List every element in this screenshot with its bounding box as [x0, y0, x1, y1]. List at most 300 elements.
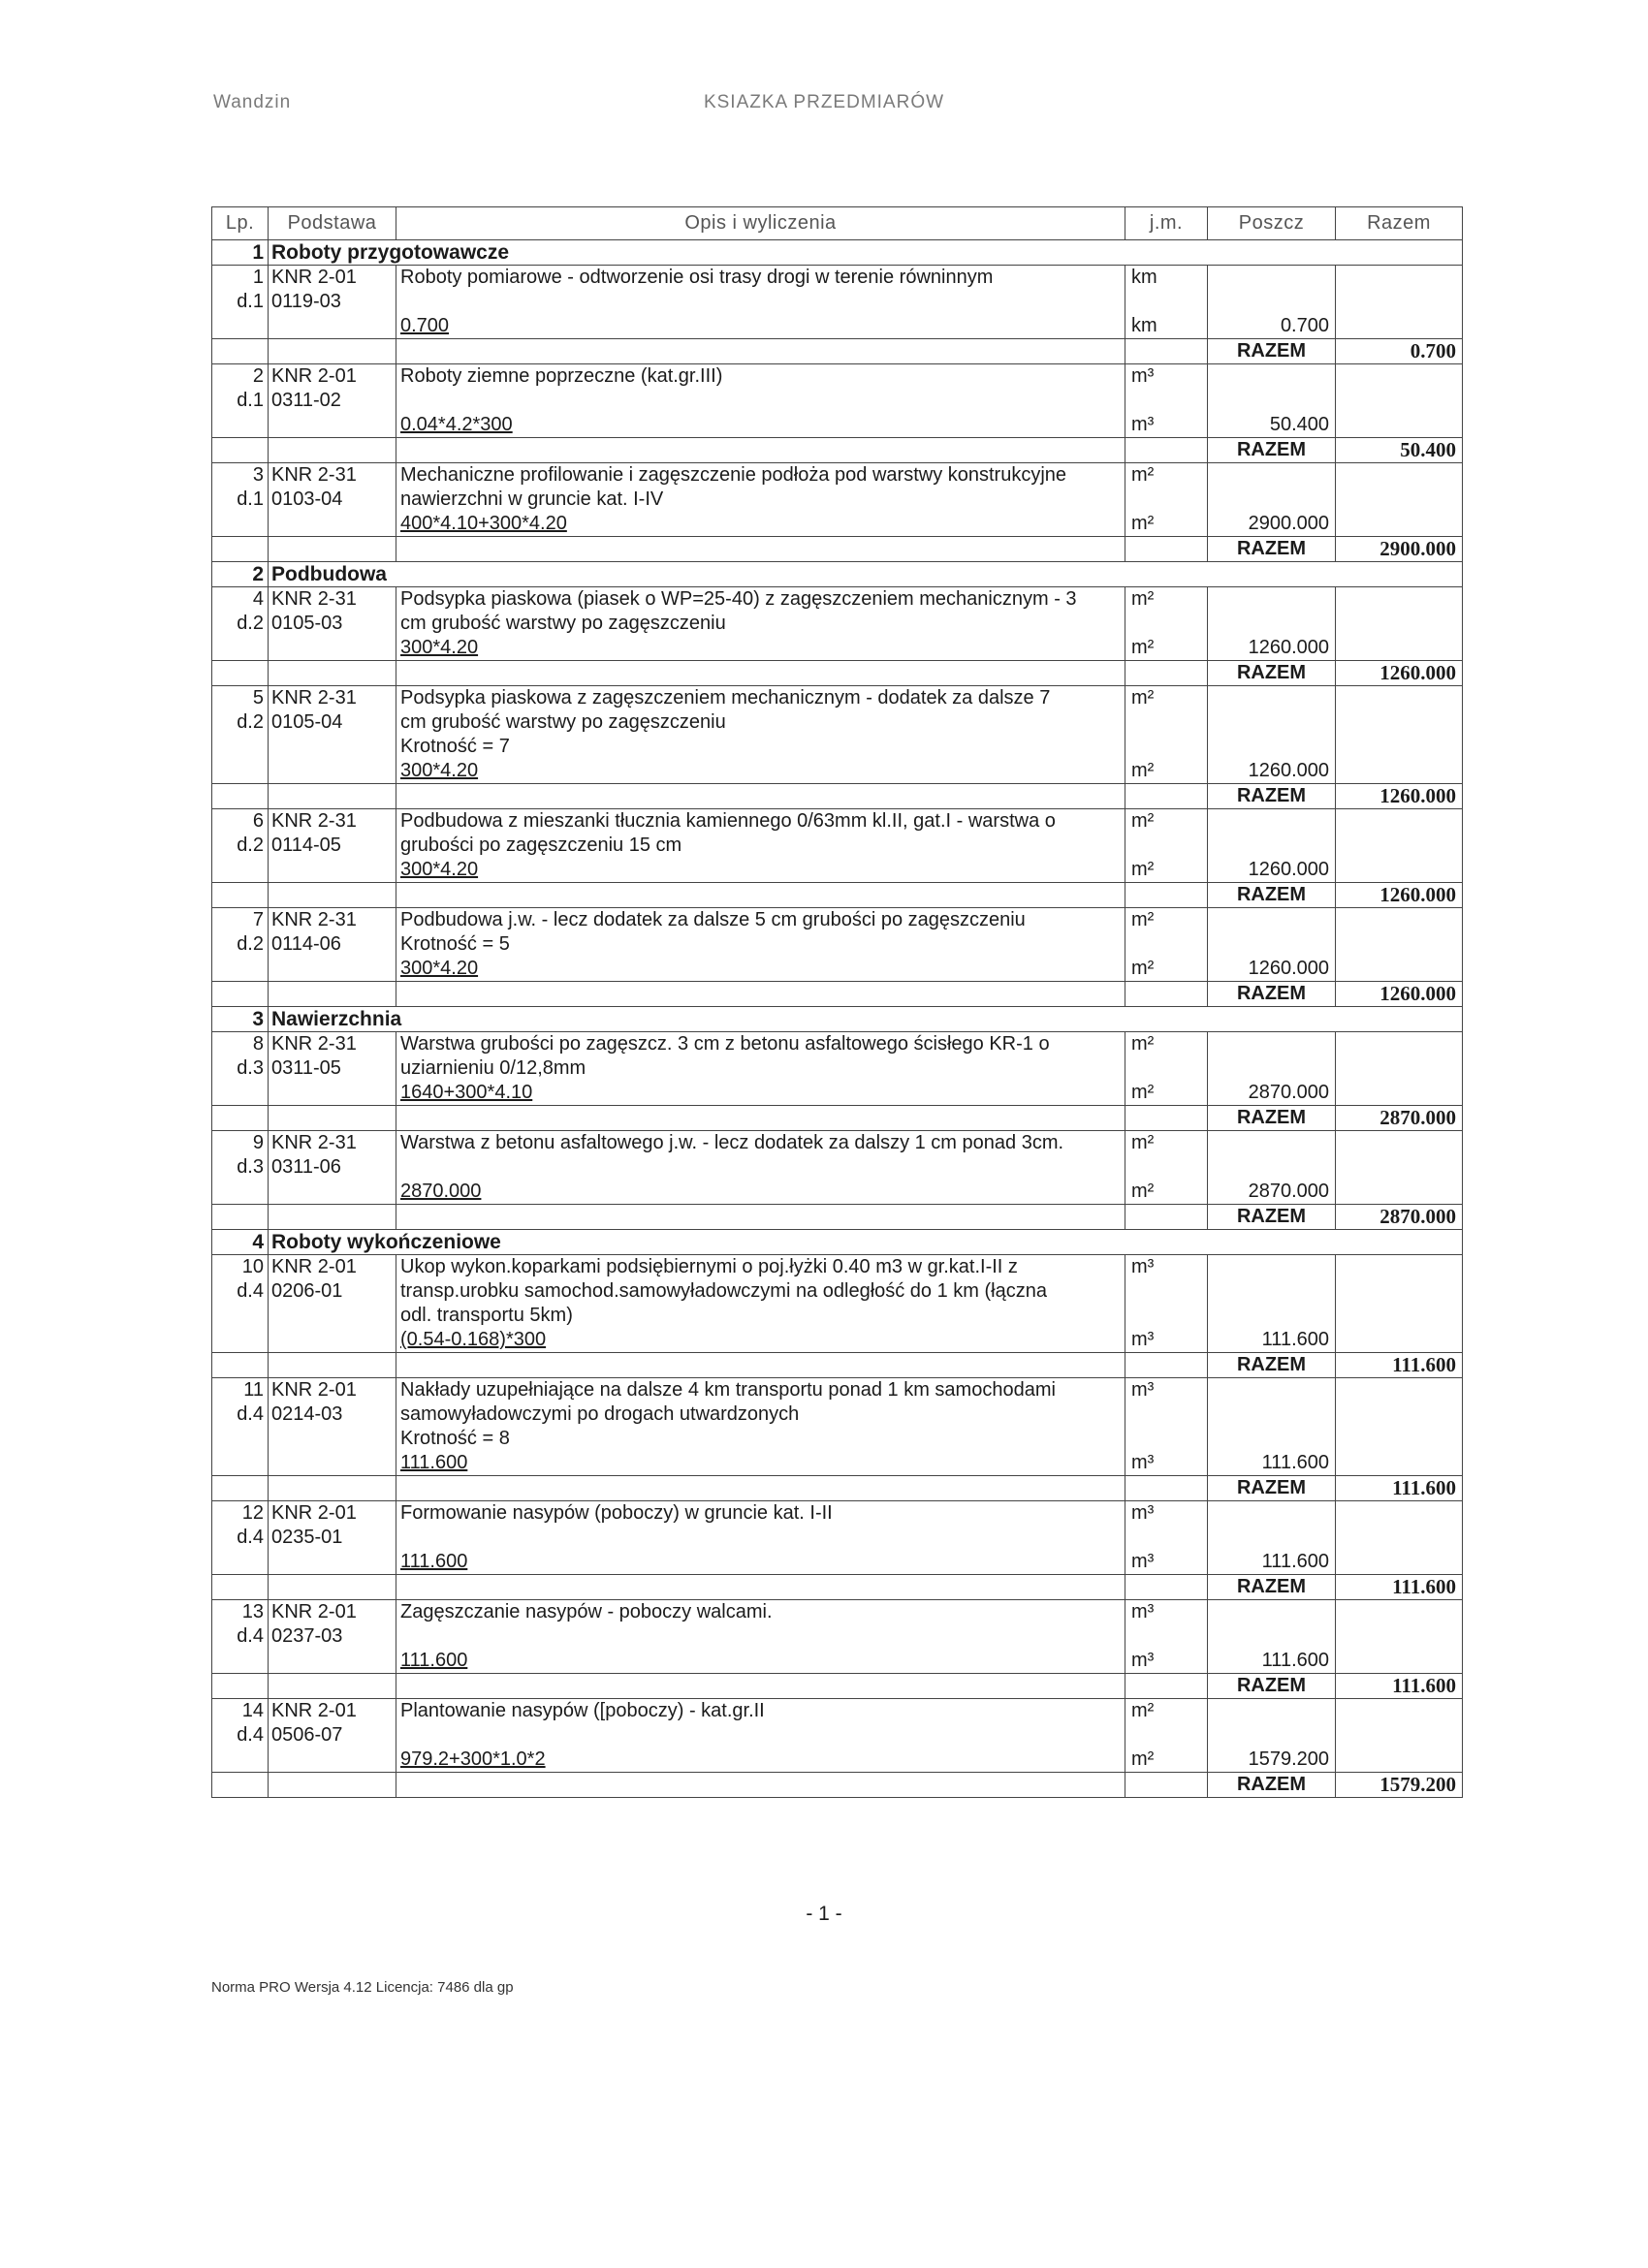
spacer-line — [1208, 1279, 1329, 1304]
item-quantity-cell — [1208, 1255, 1336, 1353]
spacer-line — [1208, 290, 1329, 314]
header-title: KSIAZKA PRZEDMIARÓW — [703, 92, 945, 112]
item-calculation: 1640+300*4.10 — [400, 1082, 533, 1103]
item-base-cell — [269, 364, 396, 438]
item-row — [212, 364, 1463, 438]
item-row — [212, 1032, 1463, 1106]
item-chapter: d.4 — [237, 1280, 264, 1302]
item-total-empty — [1336, 1032, 1463, 1106]
section-number: 2 — [212, 562, 269, 587]
spacer-line — [1208, 364, 1329, 389]
item-base-position: 0311-05 — [271, 1057, 341, 1079]
spacer-line — [1131, 290, 1207, 314]
item-number-cell — [212, 364, 269, 438]
item-calculation: 300*4.20 — [400, 760, 479, 781]
razem-row — [212, 883, 1463, 908]
item-base-cell — [269, 463, 396, 537]
item-quantity: 1260.000 — [1248, 958, 1329, 979]
item-number: 13 — [241, 1601, 264, 1622]
section-title: Nawierzchnia — [269, 1007, 1463, 1032]
item-base-cell — [269, 1378, 396, 1476]
razem-spacer — [269, 784, 396, 809]
spacer-line — [1208, 1131, 1329, 1155]
item-chapter: d.3 — [237, 1156, 264, 1178]
item-number-cell — [212, 587, 269, 661]
item-unit-cell — [1125, 1131, 1208, 1205]
razem-spacer — [212, 1575, 269, 1600]
razem-spacer — [1125, 1106, 1208, 1131]
razem-value: 1579.200 — [1336, 1773, 1463, 1798]
razem-spacer — [269, 438, 396, 463]
item-base-position: 0311-02 — [271, 390, 341, 411]
razem-spacer — [212, 982, 269, 1007]
item-chapter: d.4 — [237, 1527, 264, 1548]
razem-spacer — [396, 438, 1125, 463]
section-row — [212, 1230, 1463, 1255]
item-calculation: Krotność = 8 — [400, 1428, 510, 1449]
item-calculation: 111.600 — [400, 1452, 468, 1473]
item-description-line — [400, 389, 1125, 413]
item-unit-cell — [1125, 266, 1208, 339]
spacer-line — [1208, 1056, 1329, 1081]
razem-label: RAZEM — [1208, 1674, 1336, 1699]
razem-value: 1260.000 — [1336, 661, 1463, 686]
item-unit: m³ — [1131, 1601, 1155, 1622]
razem-spacer — [1125, 1674, 1208, 1699]
spacer-line — [1208, 1155, 1329, 1180]
section-row — [212, 562, 1463, 587]
item-base-catalog: KNR 2-01 — [271, 1502, 357, 1524]
item-unit: m² — [1131, 958, 1155, 979]
item-base-position: 0114-06 — [271, 933, 341, 955]
item-description-cell — [396, 1131, 1125, 1205]
spacer-line — [1208, 1402, 1329, 1427]
item-unit: m² — [1131, 909, 1155, 930]
spacer-line — [1208, 587, 1329, 612]
razem-spacer — [396, 1773, 1125, 1798]
spacer-line — [1208, 612, 1329, 636]
spacer-line — [1208, 1699, 1329, 1723]
item-total-empty — [1336, 1699, 1463, 1773]
item-row — [212, 1131, 1463, 1205]
spacer-line — [1208, 1501, 1329, 1526]
section-number: 3 — [212, 1007, 269, 1032]
item-description-cell — [396, 587, 1125, 661]
spacer-line — [1131, 1526, 1207, 1550]
item-description-cell — [396, 1699, 1125, 1773]
item-unit: m³ — [1131, 1329, 1155, 1350]
razem-row — [212, 1674, 1463, 1699]
item-description-line: Mechaniczne profilowanie i zagęszczenie podłoża pod warstwy konstrukcyjne — [400, 464, 1067, 486]
razem-spacer — [269, 1575, 396, 1600]
razem-value: 2870.000 — [1336, 1205, 1463, 1230]
item-number-cell — [212, 1131, 269, 1205]
item-description-line: samowyładowczymi po drogach utwardzonych — [400, 1403, 800, 1425]
item-description-line: Podbudowa z mieszanki tłucznia kamiennego 0/63mm kl.II, gat.I - warstwa o — [400, 810, 1056, 832]
spacer-line — [1208, 710, 1329, 735]
table-body — [212, 240, 1463, 1798]
item-total-empty — [1336, 809, 1463, 883]
item-calculation: 979.2+300*1.0*2 — [400, 1748, 546, 1770]
item-base-catalog: KNR 2-01 — [271, 1256, 357, 1277]
item-quantity-cell — [1208, 1699, 1336, 1773]
item-base-cell — [269, 266, 396, 339]
item-unit-cell — [1125, 1501, 1208, 1575]
section-title: Podbudowa — [269, 562, 1463, 587]
item-calculation: Krotność = 5 — [400, 933, 510, 955]
item-quantity-cell — [1208, 686, 1336, 784]
col-header-podstawa: Podstawa — [269, 207, 396, 240]
item-quantity-cell — [1208, 809, 1336, 883]
razem-label: RAZEM — [1208, 1353, 1336, 1378]
item-number: 9 — [252, 1132, 264, 1153]
item-base-position: 0105-04 — [271, 711, 343, 733]
item-quantity: 111.600 — [1261, 1329, 1329, 1350]
item-number-cell — [212, 463, 269, 537]
item-chapter: d.4 — [237, 1625, 264, 1647]
razem-value: 0.700 — [1336, 339, 1463, 364]
spacer-line — [1131, 834, 1207, 858]
item-unit: m³ — [1131, 1256, 1155, 1277]
item-chapter: d.1 — [237, 390, 264, 411]
item-total-empty — [1336, 463, 1463, 537]
item-unit: m³ — [1131, 1379, 1155, 1401]
item-row — [212, 686, 1463, 784]
item-unit: m² — [1131, 687, 1155, 709]
item-unit: m² — [1131, 464, 1155, 486]
item-number: 6 — [252, 810, 264, 832]
item-quantity: 2900.000 — [1248, 513, 1329, 534]
item-description-line: Plantowanie nasypów ([poboczy) - kat.gr.II — [400, 1700, 765, 1721]
item-base-cell — [269, 809, 396, 883]
razem-value: 111.600 — [1336, 1476, 1463, 1501]
spacer-line — [1131, 1056, 1207, 1081]
razem-spacer — [396, 1674, 1125, 1699]
razem-row — [212, 537, 1463, 562]
razem-label: RAZEM — [1208, 1205, 1336, 1230]
item-unit-cell — [1125, 908, 1208, 982]
razem-spacer — [212, 1674, 269, 1699]
spacer-line — [1208, 1526, 1329, 1550]
item-base-cell — [269, 587, 396, 661]
razem-spacer — [1125, 1205, 1208, 1230]
item-number: 4 — [252, 588, 264, 610]
razem-label: RAZEM — [1208, 1575, 1336, 1600]
razem-label: RAZEM — [1208, 784, 1336, 809]
spacer-line — [1131, 612, 1207, 636]
spacer-line — [1208, 1427, 1329, 1451]
item-total-empty — [1336, 587, 1463, 661]
item-quantity: 111.600 — [1261, 1650, 1329, 1671]
item-base-catalog: KNR 2-31 — [271, 588, 357, 610]
item-number: 8 — [252, 1033, 264, 1055]
item-chapter: d.3 — [237, 1057, 264, 1079]
item-number-cell — [212, 1255, 269, 1353]
item-description-line: Roboty ziemne poprzeczne (kat.gr.III) — [400, 365, 723, 387]
razem-label: RAZEM — [1208, 883, 1336, 908]
item-description-line: Warstwa z betonu asfaltowego j.w. - lecz dodatek za dalszy 1 cm ponad 3cm. — [400, 1132, 1064, 1153]
item-unit: km — [1131, 315, 1157, 336]
item-row — [212, 908, 1463, 982]
section-number: 4 — [212, 1230, 269, 1255]
item-base-catalog: KNR 2-31 — [271, 909, 357, 930]
item-description-line: Formowanie nasypów (poboczy) w gruncie kat. I-II — [400, 1502, 833, 1524]
item-calculation: Krotność = 7 — [400, 736, 510, 757]
item-base-position: 0119-03 — [271, 291, 341, 312]
item-total-empty — [1336, 1378, 1463, 1476]
razem-label: RAZEM — [1208, 1476, 1336, 1501]
item-row — [212, 809, 1463, 883]
item-description-cell — [396, 266, 1125, 339]
spacer-line — [1208, 834, 1329, 858]
item-total-empty — [1336, 908, 1463, 982]
item-description-cell — [396, 364, 1125, 438]
item-base-cell — [269, 1131, 396, 1205]
razem-spacer — [396, 661, 1125, 686]
item-description-line: Warstwa grubości po zagęszcz. 3 cm z betonu asfaltowego ścisłego KR-1 o — [400, 1033, 1050, 1055]
item-total-empty — [1336, 1501, 1463, 1575]
item-description-line: transp.urobku samochod.samowyładowczymi na odległość do 1 km (łączna — [400, 1280, 1047, 1302]
item-base-catalog: KNR 2-01 — [271, 1700, 357, 1721]
item-quantity-cell — [1208, 364, 1336, 438]
item-unit: m² — [1131, 760, 1155, 781]
razem-row — [212, 1106, 1463, 1131]
item-row — [212, 587, 1463, 661]
item-unit: m² — [1131, 637, 1155, 658]
item-quantity: 1260.000 — [1248, 637, 1329, 658]
razem-spacer — [212, 1476, 269, 1501]
spacer-line — [1131, 1304, 1207, 1328]
razem-label: RAZEM — [1208, 1106, 1336, 1131]
spacer-line — [1208, 1600, 1329, 1624]
item-number: 10 — [241, 1256, 264, 1277]
item-description-line: uziarnieniu 0/12,8mm — [400, 1057, 586, 1079]
razem-spacer — [269, 1476, 396, 1501]
razem-spacer — [1125, 784, 1208, 809]
item-row — [212, 1255, 1463, 1353]
item-chapter: d.2 — [237, 711, 264, 733]
item-base-position: 0506-07 — [271, 1724, 343, 1746]
item-chapter: d.4 — [237, 1403, 264, 1425]
razem-spacer — [1125, 1575, 1208, 1600]
item-base-cell — [269, 1600, 396, 1674]
item-unit-cell — [1125, 686, 1208, 784]
item-description-cell — [396, 1600, 1125, 1674]
item-calculation: 2870.000 — [400, 1181, 482, 1202]
razem-row — [212, 1773, 1463, 1798]
item-description-line — [400, 1526, 1125, 1550]
razem-spacer — [1125, 1353, 1208, 1378]
spacer-line — [1208, 686, 1329, 710]
item-total-empty — [1336, 266, 1463, 339]
item-unit-cell — [1125, 1032, 1208, 1106]
spacer-line — [1208, 932, 1329, 957]
razem-spacer — [212, 537, 269, 562]
item-number: 5 — [252, 687, 264, 709]
razem-spacer — [1125, 1773, 1208, 1798]
item-quantity-cell — [1208, 908, 1336, 982]
item-quantity: 1260.000 — [1248, 859, 1329, 880]
item-chapter: d.2 — [237, 613, 264, 634]
item-base-cell — [269, 1501, 396, 1575]
item-unit-cell — [1125, 463, 1208, 537]
razem-label: RAZEM — [1208, 982, 1336, 1007]
item-description-cell — [396, 1255, 1125, 1353]
item-description-cell — [396, 1032, 1125, 1106]
razem-spacer — [269, 537, 396, 562]
spacer-line — [1131, 735, 1207, 759]
razem-value: 1260.000 — [1336, 883, 1463, 908]
razem-spacer — [1125, 1476, 1208, 1501]
item-base-catalog: KNR 2-01 — [271, 267, 357, 288]
spacer-line — [1208, 463, 1329, 488]
item-description-line: Roboty pomiarowe - odtworzenie osi trasy drogi w terenie równinnym — [400, 267, 994, 288]
razem-row — [212, 1575, 1463, 1600]
item-unit: m² — [1131, 1700, 1155, 1721]
item-description-cell — [396, 686, 1125, 784]
item-description-line — [400, 1723, 1125, 1748]
razem-spacer — [212, 438, 269, 463]
item-number: 11 — [243, 1379, 264, 1401]
item-number-cell — [212, 1378, 269, 1476]
razem-value: 111.600 — [1336, 1353, 1463, 1378]
item-description-line — [400, 1155, 1125, 1180]
item-number: 14 — [241, 1700, 264, 1721]
item-description-line: Nakłady uzupełniające na dalsze 4 km transportu ponad 1 km samochodami — [400, 1379, 1056, 1401]
item-chapter: d.2 — [237, 835, 264, 856]
item-number-cell — [212, 1600, 269, 1674]
razem-spacer — [396, 1353, 1125, 1378]
item-description-line: Ukop wykon.koparkami podsiębiernymi o poj.łyżki 0.40 m3 w gr.kat.I-II z — [400, 1256, 1018, 1277]
item-quantity-cell — [1208, 1600, 1336, 1674]
item-unit: m² — [1131, 810, 1155, 832]
spacer-line — [1131, 389, 1207, 413]
item-base-cell — [269, 1699, 396, 1773]
item-description-cell — [396, 908, 1125, 982]
razem-spacer — [212, 784, 269, 809]
spacer-line — [1208, 735, 1329, 759]
item-chapter: d.1 — [237, 488, 264, 510]
spacer-line — [1208, 908, 1329, 932]
spacer-line — [1131, 488, 1207, 512]
razem-label: RAZEM — [1208, 339, 1336, 364]
item-base-catalog: KNR 2-01 — [271, 1379, 357, 1401]
razem-spacer — [269, 883, 396, 908]
item-description-cell — [396, 463, 1125, 537]
razem-spacer — [212, 339, 269, 364]
bill-of-quantities-table — [211, 206, 1463, 1798]
item-base-catalog: KNR 2-31 — [271, 687, 357, 709]
item-calculation: 400*4.10+300*4.20 — [400, 513, 567, 534]
spacer-line — [1208, 389, 1329, 413]
item-unit: m³ — [1131, 1650, 1155, 1671]
item-calculation: 300*4.20 — [400, 859, 479, 880]
item-base-catalog: KNR 2-01 — [271, 1601, 357, 1622]
item-base-position: 0235-01 — [271, 1527, 343, 1548]
razem-spacer — [1125, 883, 1208, 908]
item-base-catalog: KNR 2-31 — [271, 1132, 357, 1153]
razem-spacer — [396, 784, 1125, 809]
item-calculation: (0.54-0.168)*300 — [400, 1329, 547, 1350]
item-unit-cell — [1125, 364, 1208, 438]
item-total-empty — [1336, 686, 1463, 784]
item-row — [212, 1699, 1463, 1773]
item-unit-cell — [1125, 1600, 1208, 1674]
item-unit: m² — [1131, 1181, 1155, 1202]
item-number-cell — [212, 266, 269, 339]
item-description-cell — [396, 809, 1125, 883]
spacer-line — [1131, 1155, 1207, 1180]
item-description-line — [400, 290, 1125, 314]
item-unit: km — [1131, 267, 1157, 288]
item-calculation: 0.700 — [400, 315, 450, 336]
razem-spacer — [269, 1674, 396, 1699]
section-row — [212, 1007, 1463, 1032]
item-base-catalog: KNR 2-31 — [271, 464, 357, 486]
razem-label: RAZEM — [1208, 661, 1336, 686]
item-base-position: 0237-03 — [271, 1625, 343, 1647]
item-calculation: 0.04*4.2*300 — [400, 414, 513, 435]
razem-row — [212, 1205, 1463, 1230]
item-quantity-cell — [1208, 587, 1336, 661]
item-base-position: 0214-03 — [271, 1403, 343, 1425]
item-description-line: nawierzchni w gruncie kat. I-IV — [400, 488, 664, 510]
item-description-cell — [396, 1501, 1125, 1575]
item-unit: m³ — [1131, 365, 1155, 387]
item-base-cell — [269, 1255, 396, 1353]
razem-value: 50.400 — [1336, 438, 1463, 463]
razem-spacer — [396, 883, 1125, 908]
razem-spacer — [396, 982, 1125, 1007]
razem-spacer — [1125, 537, 1208, 562]
section-title: Roboty przygotowawcze — [269, 240, 1463, 266]
item-row — [212, 1378, 1463, 1476]
item-base-position: 0311-06 — [271, 1156, 341, 1178]
item-calculation: 111.600 — [400, 1551, 468, 1572]
col-header-lp: Lp. — [212, 207, 269, 240]
item-unit: m² — [1131, 1132, 1155, 1153]
item-total-empty — [1336, 1255, 1463, 1353]
razem-spacer — [396, 1205, 1125, 1230]
item-base-cell — [269, 908, 396, 982]
item-total-empty — [1336, 1131, 1463, 1205]
spacer-line — [1131, 710, 1207, 735]
razem-spacer — [269, 1106, 396, 1131]
col-header-poszcz: Poszcz — [1208, 207, 1336, 240]
razem-spacer — [1125, 339, 1208, 364]
item-quantity-cell — [1208, 1501, 1336, 1575]
spacer-line — [1208, 266, 1329, 290]
razem-row — [212, 339, 1463, 364]
item-quantity: 50.400 — [1269, 414, 1329, 435]
spacer-line — [1208, 1255, 1329, 1279]
razem-value: 2870.000 — [1336, 1106, 1463, 1131]
razem-spacer — [212, 1205, 269, 1230]
spacer-line — [1131, 1427, 1207, 1451]
razem-label: RAZEM — [1208, 438, 1336, 463]
item-base-position: 0206-01 — [271, 1280, 343, 1302]
item-calculation: 111.600 — [400, 1650, 468, 1671]
item-unit-cell — [1125, 809, 1208, 883]
item-chapter: d.1 — [237, 291, 264, 312]
razem-spacer — [269, 982, 396, 1007]
page-number: - 1 - — [806, 1903, 842, 1925]
item-unit: m² — [1131, 859, 1155, 880]
razem-spacer — [396, 1575, 1125, 1600]
item-quantity-cell — [1208, 266, 1336, 339]
item-unit-cell — [1125, 587, 1208, 661]
razem-row — [212, 982, 1463, 1007]
